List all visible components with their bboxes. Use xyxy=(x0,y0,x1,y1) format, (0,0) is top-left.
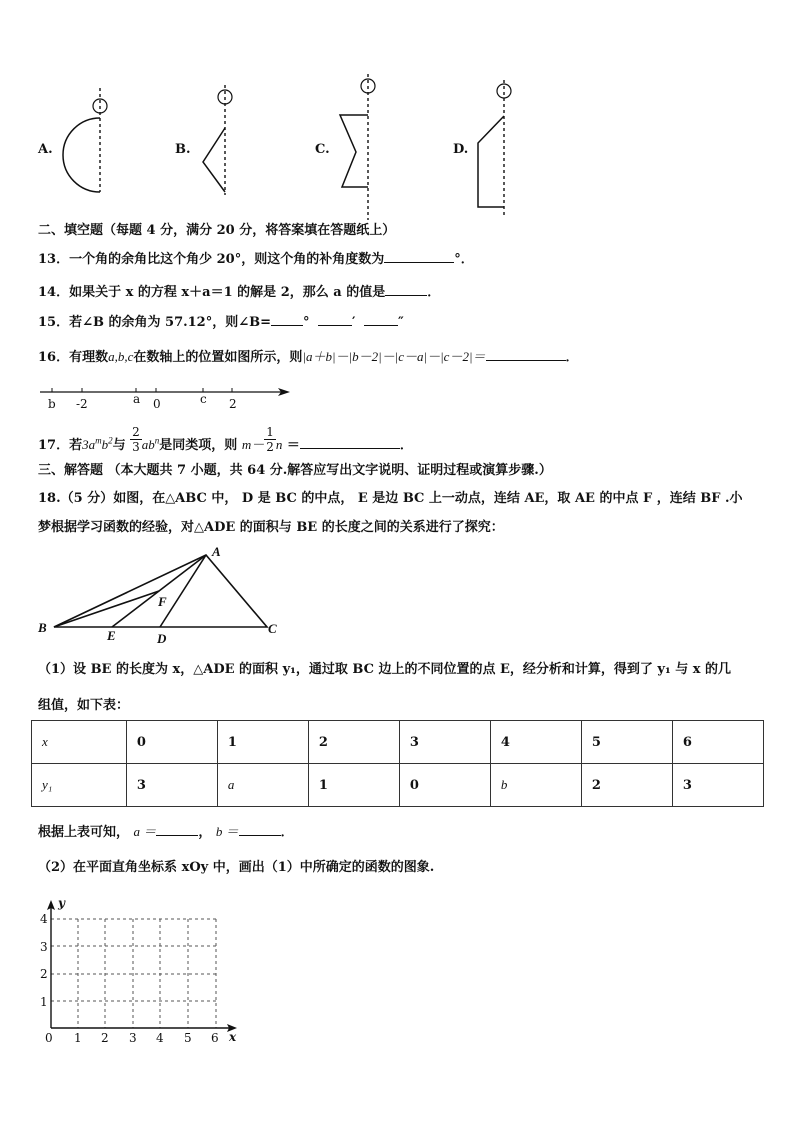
graph-x-tick: 5 xyxy=(184,1031,192,1045)
numberline-label-neg2: -2 xyxy=(76,397,88,411)
option-b-label[interactable]: B. xyxy=(175,142,191,157)
table-cell: 0 xyxy=(126,721,217,764)
q13-answer-blank[interactable] xyxy=(384,250,454,263)
label-E: E xyxy=(107,628,116,643)
label-F: F xyxy=(158,594,167,609)
coordinate-grid xyxy=(35,898,245,1048)
graph-x-label: x xyxy=(229,1030,237,1044)
q14-answer-blank[interactable] xyxy=(385,283,427,296)
table-cell: x xyxy=(32,721,127,764)
q16-expression: |a＋b|－|b－2|－|c－a|－|c－2|＝ xyxy=(302,349,486,364)
option-a-label[interactable]: A. xyxy=(38,142,53,157)
label-C: C xyxy=(268,621,277,636)
q17-m: m－ xyxy=(241,437,265,453)
q17-mid: 是同类项，则 xyxy=(159,438,238,454)
q17-term1: $3a^mb^2$ xyxy=(82,436,113,453)
answer-a-label: a ＝ xyxy=(133,824,157,839)
q15-deg: ° xyxy=(303,315,310,330)
q14-post: ． xyxy=(427,285,441,300)
table-cell: a xyxy=(217,764,308,807)
answer-b-blank[interactable] xyxy=(239,823,281,836)
q17-answer-blank[interactable] xyxy=(300,436,400,449)
q18-part1-line1: （1）设 BE 的长度为 x，△ADE 的面积 y₁，通过取 BC 边上的不同位置的点 E，经分析和计算，得到了 y₁ 与 x 的几 xyxy=(38,662,731,677)
table-row xyxy=(32,764,764,807)
q13-post: °． xyxy=(454,252,474,267)
option-c-label[interactable]: C. xyxy=(315,142,330,157)
q13-text: 13．一个角的余角比这个角少 20°，则这个角的补角度数为 xyxy=(38,252,385,267)
q17-frac2: $\frac{1}{2}$ xyxy=(266,425,274,454)
answer-pre: 根据上表可知， xyxy=(38,825,130,840)
q17-post: ． xyxy=(399,438,413,454)
graph-x-tick: 0 xyxy=(45,1031,53,1045)
q17-text: 17．若 xyxy=(38,438,83,454)
q14-text: 14．如果关于 x 的方程 x＋a＝1 的解是 2，那么 a 的值是 xyxy=(38,285,386,300)
numberline-label-a: a xyxy=(133,392,141,406)
table-cell: 1 xyxy=(217,721,308,764)
label-D: D xyxy=(157,631,167,646)
numberline-label-2: 2 xyxy=(229,397,237,411)
q17-frac1: $\frac{2}{3}$ xyxy=(132,425,140,454)
option-figures-svg xyxy=(30,70,550,230)
label-A: A xyxy=(212,544,221,559)
graph-x-tick: 3 xyxy=(129,1031,137,1045)
table-cell: b xyxy=(490,764,581,807)
coordinate-grid-svg xyxy=(35,898,245,1048)
answer-post: ． xyxy=(280,825,294,840)
graph-x-tick: 2 xyxy=(101,1031,109,1045)
graph-x-tick: 4 xyxy=(156,1031,164,1045)
figure-b xyxy=(203,85,232,195)
table-cell: 2 xyxy=(581,764,672,807)
q18-line1: 18.（5 分）如图，在△ABC 中， D 是 BC 的中点， E 是边 BC 上一动点，连结 AE，取 AE 的中点 F ，连结 BF .小 xyxy=(38,491,743,506)
section-3-heading: 三、解答题 （本大题共 7 小题，共 64 分.解答应写出文字说明、证明过程或演算步骤.） xyxy=(38,463,552,478)
answer-b-label: b ＝ xyxy=(215,824,239,839)
q16-vars: a,b,c xyxy=(108,349,134,364)
question-17 xyxy=(38,425,413,461)
table-cell: 6 xyxy=(672,721,763,764)
graph-y-tick: 4 xyxy=(40,912,48,926)
q16-text: 16．有理数 xyxy=(38,350,109,365)
graph-x-tick: 6 xyxy=(211,1031,219,1045)
figure-d xyxy=(478,80,511,218)
table-cell: 4 xyxy=(490,721,581,764)
q17-n: n xyxy=(275,437,283,453)
label-B: B xyxy=(38,620,47,635)
table-cell: 3 xyxy=(672,764,763,807)
table-cell: 5 xyxy=(581,721,672,764)
option-d-label[interactable]: D. xyxy=(453,142,469,157)
graph-y-tick: 3 xyxy=(40,940,48,954)
table-cell: y₁ xyxy=(32,764,127,807)
figure-a xyxy=(63,88,107,192)
xy-table xyxy=(31,720,764,807)
table-row xyxy=(32,721,764,764)
graph-y-tick: 1 xyxy=(40,995,48,1009)
section-2-heading: 二、填空题（每题 4 分，满分 20 分，将答案填在答题纸上） xyxy=(38,223,396,238)
q17-term2: $ab^n$ xyxy=(141,436,160,453)
q16-answer-blank[interactable] xyxy=(486,348,566,361)
q18-line2: 梦根据学习函数的经验，对△ADE 的面积与 BE 的长度之间的关系进行了探究： xyxy=(38,520,504,535)
graph-y-tick: 2 xyxy=(40,967,48,981)
q15-degree-blank[interactable] xyxy=(271,313,303,326)
numberline-label-b: b xyxy=(48,397,56,411)
option-figures xyxy=(30,70,550,230)
graph-y-label: y xyxy=(58,896,65,910)
q15-min: ′ xyxy=(352,315,356,330)
table-cell: 2 xyxy=(308,721,399,764)
graph-x-tick: 1 xyxy=(74,1031,82,1045)
q18-part1-line2: 组值，如下表： xyxy=(38,698,130,713)
q16-mid: 在数轴上的位置如图所示，则 xyxy=(133,350,303,365)
numberline-label-c: c xyxy=(200,392,207,406)
q17-eq: ＝ xyxy=(286,438,300,454)
question-16 xyxy=(38,348,579,366)
q18-part2: （2）在平面直角坐标系 xOy 中，画出（1）中所确定的函数的图象. xyxy=(38,860,435,875)
q15-second-blank[interactable] xyxy=(364,313,398,326)
table-cell: 3 xyxy=(126,764,217,807)
answer-a-blank[interactable] xyxy=(156,823,198,836)
question-13 xyxy=(38,250,474,268)
q16-post: ． xyxy=(565,350,579,365)
question-15 xyxy=(38,313,404,331)
q15-minute-blank[interactable] xyxy=(318,313,352,326)
question-14 xyxy=(38,283,440,301)
q18-answer-line: 根据上表可知， a ＝ ， b ＝ ． xyxy=(38,824,294,840)
q17-with: 与 xyxy=(112,438,126,454)
figure-c xyxy=(340,74,375,220)
table-cell: 3 xyxy=(399,721,490,764)
q15-text: 15．若∠B 的余角为 57.12°，则∠B= xyxy=(38,315,272,330)
numberline-label-0: 0 xyxy=(153,397,161,411)
table-cell: 1 xyxy=(308,764,399,807)
q15-sec: ″ xyxy=(398,315,404,330)
table-cell: 0 xyxy=(399,764,490,807)
